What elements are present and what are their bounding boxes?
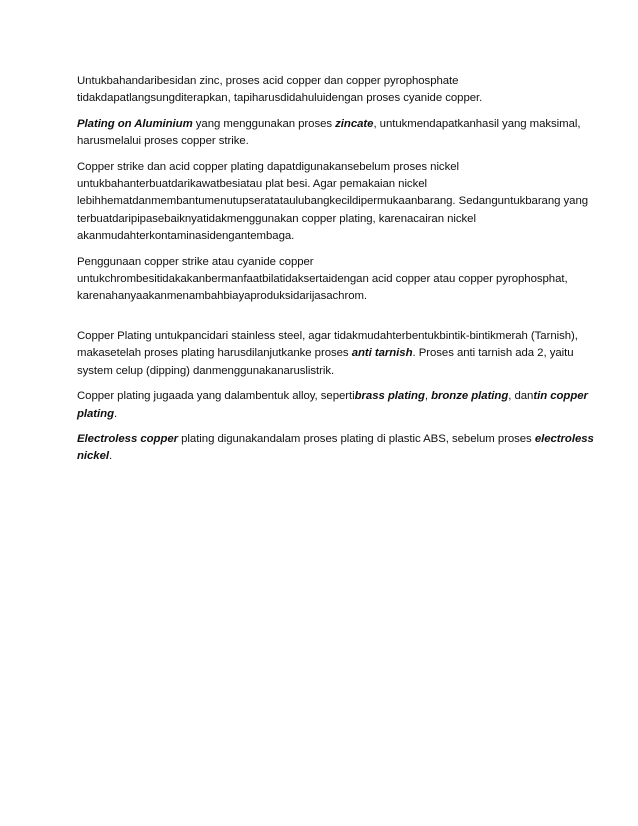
- text-segment: terbuatdaripipasebaiknyatidakmenggunakan copper plating, karenacairan nickel: [77, 212, 476, 225]
- text-segment: Untukbahandaribesidan zinc, proses acid copper dan copper pyrophosphate: [77, 75, 459, 87]
- text-segment: lebihhematdanmembantumenutupseratataulubangkecildipermukaanbarang. Sedanguntukbarang yang: [77, 195, 589, 208]
- paragraph: [77, 388, 588, 423]
- paragraph: [77, 159, 589, 246]
- text-line: [77, 388, 588, 405]
- text-segment: . Proses anti tarnish ada 2, yaitu: [412, 347, 574, 360]
- text-line: [77, 328, 578, 345]
- text-segment: makasetelah proses plating harusdilanjutkanke proses: [77, 347, 352, 360]
- emphasized-term: bronze plating: [431, 390, 509, 403]
- paragraph: [77, 73, 567, 108]
- text-line: [77, 116, 581, 133]
- emphasized-term: electroless: [534, 432, 594, 445]
- paragraph: [77, 254, 567, 306]
- text-line: [77, 288, 567, 305]
- emphasized-term: plating: [77, 407, 114, 420]
- emphasized-term: nickel: [77, 450, 109, 463]
- text-line: [77, 73, 567, 90]
- text-line: [77, 271, 567, 288]
- emphasized-term: Plating on Aluminium: [77, 117, 193, 130]
- text-segment: untukbahanterbuatdarikawatbesiatau plat besi. Agar pemakaian nickel: [77, 178, 427, 191]
- text-line: [77, 254, 567, 271]
- text-line: [77, 448, 567, 465]
- emphasized-term: zincate: [335, 117, 374, 130]
- text-segment: karenahanyaakanmenambahbiayaproduksidarijasachrom.: [77, 290, 368, 303]
- emphasized-term: Electroless copper: [77, 432, 179, 445]
- text-segment: harusmelalui proses copper strike.: [77, 135, 249, 148]
- text-line: [77, 159, 567, 176]
- text-segment: akanmudahterkontaminasidengantembaga.: [77, 230, 295, 243]
- emphasized-term: anti tarnish: [351, 347, 413, 360]
- paragraph: [77, 328, 578, 380]
- text-segment: plating digunakandalam proses plating di plastic ABS, sebelum proses: [178, 432, 535, 445]
- text-line: [77, 406, 567, 423]
- text-line: [77, 133, 567, 150]
- text-segment: .: [113, 407, 118, 420]
- emphasized-term: brass plating: [354, 390, 425, 403]
- text-line: [77, 228, 567, 245]
- text-segment: , dan: [508, 390, 534, 403]
- text-line: [77, 193, 589, 210]
- text-segment: Copper plating jugaada yang dalambentuk alloy, seperti: [77, 390, 355, 403]
- text-segment: yang menggunakan proses: [192, 117, 336, 130]
- text-line: [77, 345, 574, 362]
- text-segment: system celup (dipping) danmenggunakanaruslistrik.: [77, 364, 335, 377]
- text-segment: Copper strike dan acid copper plating dapatdigunakansebelum proses nickel: [77, 160, 459, 173]
- text-segment: .: [109, 450, 113, 463]
- paragraph: [77, 116, 581, 151]
- text-segment: untukchrombesitidakakanbermanfaatbilatidaksertaidengan acid copper atau copper pyrophosphat,: [77, 273, 568, 286]
- text-segment: Penggunaan copper strike atau cyanide copper: [77, 255, 314, 268]
- text-line: [77, 176, 567, 193]
- text-segment: , untukmendapatkanhasil yang maksimal,: [373, 117, 581, 130]
- text-line: [77, 90, 567, 107]
- text-segment: ,: [424, 390, 432, 403]
- paragraph: [77, 431, 594, 466]
- text-line: [77, 363, 567, 380]
- text-segment: tidakdapatlangsungditerapkan, tapiharusdidahuluidengan proses cyanide copper.: [77, 92, 483, 105]
- text-segment: Copper Plating untukpancidari stainless steel, agar tidakmudahterbentukbintik-bintikmerah (Tarnish),: [77, 329, 578, 342]
- text-line: [77, 211, 567, 228]
- document-page: [77, 73, 594, 474]
- emphasized-term: tin copper: [533, 390, 588, 403]
- text-line: [77, 431, 594, 448]
